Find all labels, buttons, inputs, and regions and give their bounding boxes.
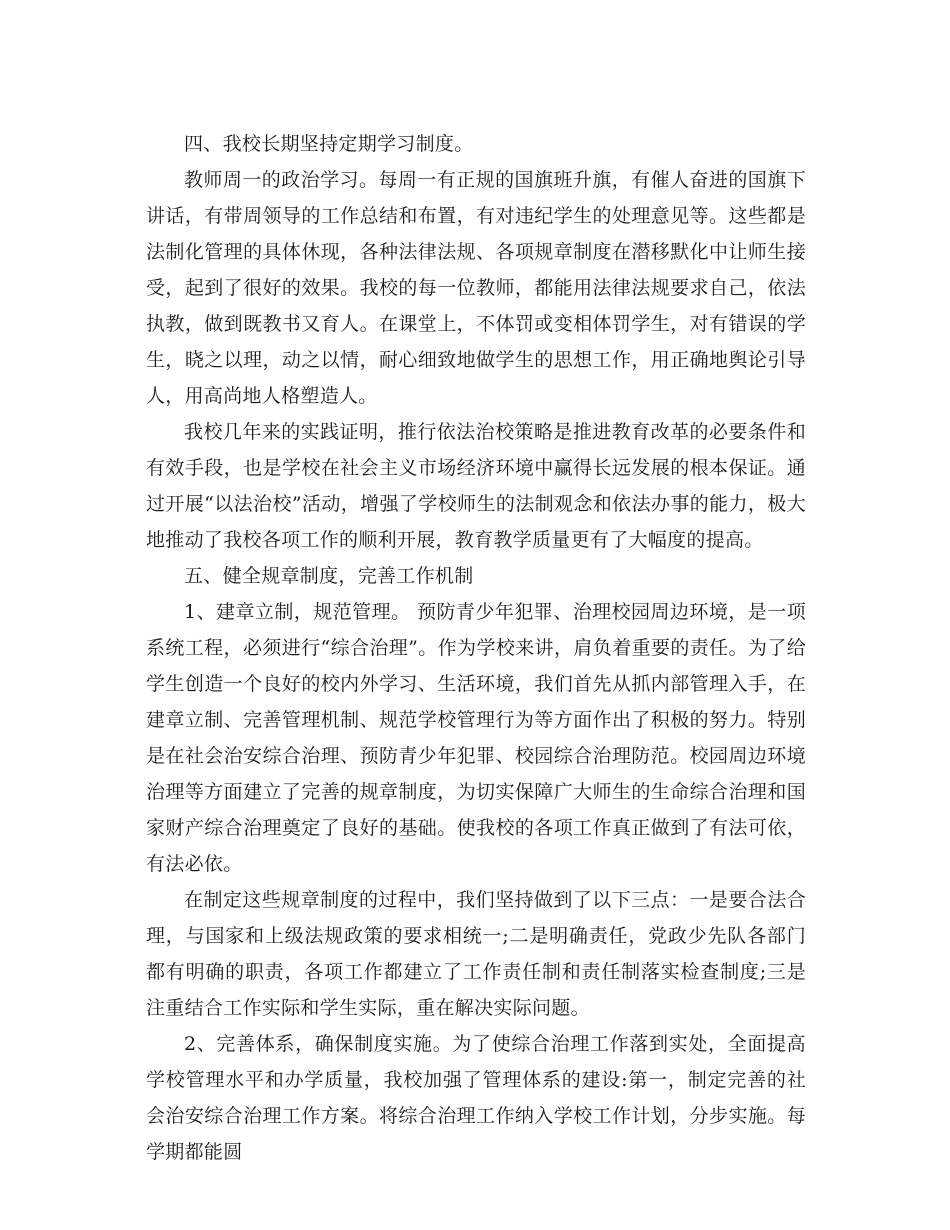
section-heading-four: 四、我校长期坚持定期学习制度。 — [184, 133, 474, 155]
section-heading-five: 五、健全规章制度，完善工作机制 — [184, 565, 474, 587]
paragraph-system-improvement: 2、完善体系，确保制度实施。为了使综合治理工作落到实处，全面提高学校管理水平和办学质量，我校加强了管理体系的建设:第一，制定完善的社会治安综合治理工作方案。将综合治理工作纳入学校工作计划，分步实施。每学期都能圆 — [146, 1033, 806, 1163]
document-body — [146, 126, 806, 1170]
paragraph-practice-proof: 我校几年来的实践证明，推行依法治校策略是推进教育改革的必要条件和有效手段，也是学校在社会主义市场经济环境中赢得长远发展的根本保证。通过开展“以法治校”活动，增强了学校师生的法制观念和依法办事的能力，极大地推动了我校各项工作的顺利开展，教育教学质量更有了大幅度的提高。 — [146, 421, 806, 551]
paragraph-political-study: 教师周一的政治学习。每周一有正规的国旗班升旗，有催人奋进的国旗下讲话，有带周领导的工作总结和布置，有对违纪学生的处理意见等。这些都是法制化管理的具体休现，各种法律法规、各项规章制度在潜移默化中让师生接受，起到了很好的效果。我校的每一位教师，都能用法律法规要求自己，依法执教，做到既教书又育人。在课堂上，不体罚或变相体罚学生，对有错误的学生，晓之以理，动之以情，耐心细致地做学生的思想工作，用正确地舆论引导人，用高尚地人格塑造人。 — [146, 169, 806, 407]
paragraph-three-points: 在制定这些规章制度的过程中，我们坚持做到了以下三点：一是要合法合理，与国家和上级法规政策的要求相统一;二是明确责任，党政少先队各部门都有明确的职责，各项工作都建立了工作责任制和责任制落实检查制度;三是注重结合工作实际和学生实际，重在解决实际问题。 — [146, 889, 806, 1019]
paragraph-rules-regulations: 1、建章立制，规范管理。 预防青少年犯罪、治理校园周边环境，是一项系统工程，必须进行“综合治理”。作为学校来讲，肩负着重要的责任。为了给学生创造一个良好的校内外学习、生活环境，我们首先从抓内部管理入手，在建章立制、完善管理机制、规范学校管理行为等方面作出了积极的努力。特别是在社会治安综合治理、预防青少年犯罪、校园综合治理防范。校园周边环境治理等方面建立了完善的规章制度，为切实保障广大师生的生命综合治理和国家财产综合治理奠定了良好的基础。使我校的各项工作真正做到了有法可依，有法必依。 — [146, 601, 806, 875]
